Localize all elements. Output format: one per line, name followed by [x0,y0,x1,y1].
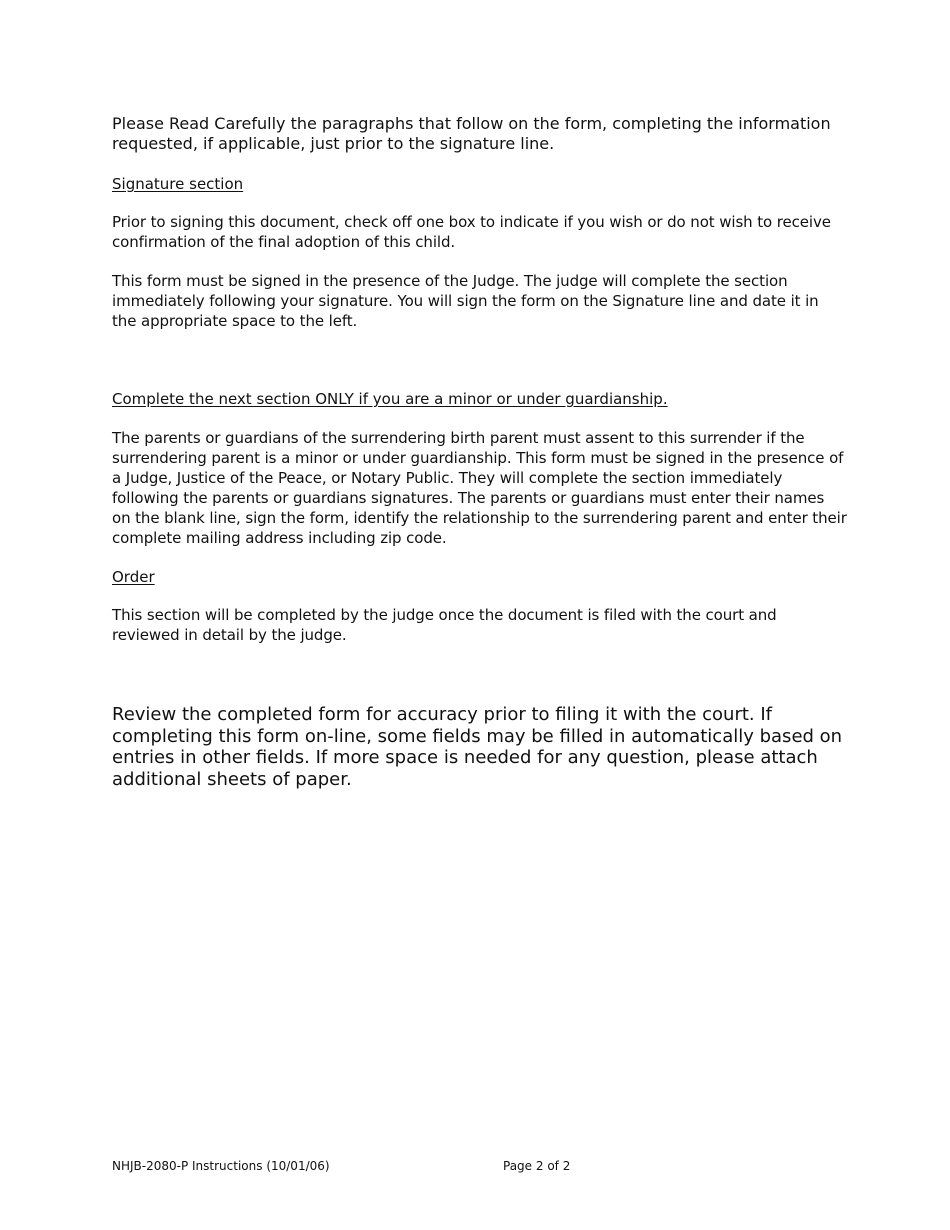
minor-section-heading: Complete the next section ONLY if you are a minor or under guardianship. [112,390,668,408]
signature-section-paragraph-1: Prior to signing this document, check off one box to indicate if you wish or do not wish to receive confirmation of the final adoption of this child. [112,213,831,251]
order-section-paragraph: This section will be completed by the judge once the document is filed with the court and reviewed in detail by the judge. [112,606,777,644]
signature-section-paragraph-2: This form must be signed in the presence of the Judge. The judge will complete the section immediately following your signature. You will sign the form on the Signature line and date it in the appropriate space to the left. [112,272,819,330]
minor-section-paragraph: The parents or guardians of the surrendering birth parent must assent to this surrender if the surrendering parent is a minor or under guardianship. This form must be signed in the presence of a Judge, Justice of the Peace, or Notary Public. They will complete the section immediately following the parents or guardians signatures. The parents or guardians must enter their names on the blank line, sign the form, identify the relationship to the surrendering parent and enter their complete mailing address including zip code. [112,429,847,547]
review-note-paragraph: Review the completed form for accuracy prior to filing it with the court. If completing this form on-line, some fields may be filled in automatically based on entries in other fields. If more space is needed for any question, please attach additional sheets of paper. [112,704,843,790]
footer-form-id: NHJB-2080-P Instructions (10/01/06) [112,1159,330,1173]
order-section-heading: Order [112,568,155,586]
signature-section-heading: Signature section [112,175,244,193]
intro-paragraph: Please Read Carefully the paragraphs that follow on the form, completing the information requested, if applicable, just prior to the signature line. [112,114,831,153]
footer-page-number: Page 2 of 2 [503,1159,571,1173]
